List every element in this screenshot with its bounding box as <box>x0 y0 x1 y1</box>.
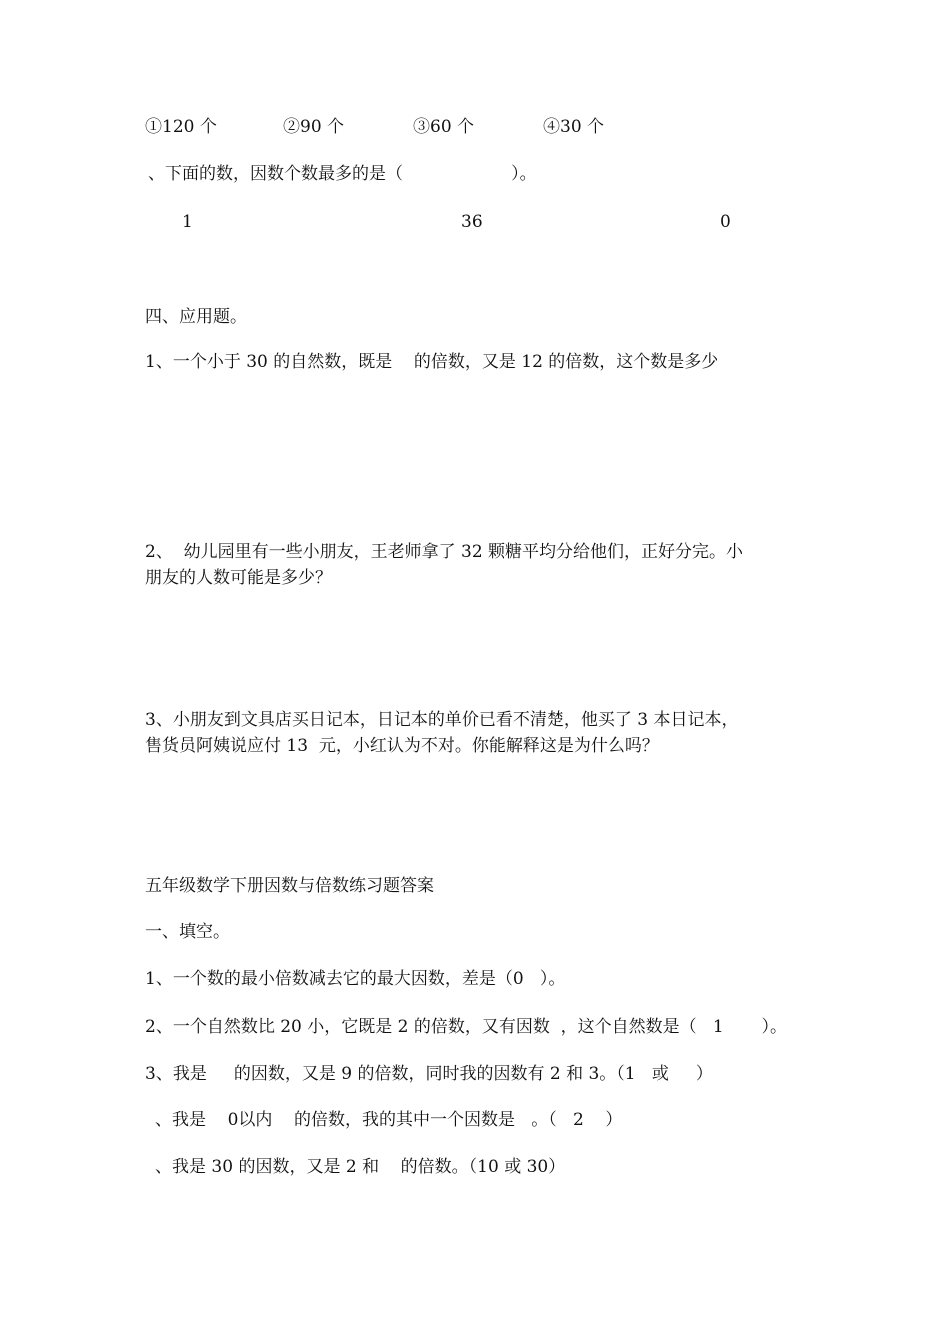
section-4-title: 四、应用题。 <box>145 307 247 327</box>
option-1: ①120 个 <box>145 117 217 137</box>
option-3: ③60 个 <box>413 117 475 137</box>
answer-2: 2、一个自然数比 20 小，它既是 2 的倍数，又有因数 ，这个自然数是（ 1 ）。 <box>145 1017 788 1037</box>
answer-4: 、我是 0以内 的倍数，我的其中一个因数是 。（ 2 ） <box>155 1110 623 1130</box>
answers-title: 五年级数学下册因数与倍数练习题答案 <box>145 876 434 896</box>
answers-section-1: 一、填空。 <box>145 922 230 942</box>
choice-3: 0 <box>720 212 731 232</box>
option-4: ④30 个 <box>543 117 605 137</box>
option-2: ②90 个 <box>283 117 345 137</box>
application-q3-line1: 3、小朋友到文具店买日记本，日记本的单价已看不清楚，他买了 3 本日记本， <box>145 710 739 730</box>
application-q2-line1: 2、 幼儿园里有一些小朋友，王老师拿了 32 颗糖平均分给他们，正好分完。小 <box>145 542 744 562</box>
question-most-factors: 、下面的数，因数个数最多的是（ ）。 <box>148 164 537 184</box>
answer-1: 1、一个数的最小倍数减去它的最大因数，差是（0 ）。 <box>145 969 566 989</box>
choice-2: 36 <box>461 212 483 232</box>
choice-1: 1 <box>182 212 193 232</box>
answer-5: 、我是 30 的因数，又是 2 和 的倍数。（10 或 30） <box>155 1157 566 1177</box>
application-q3-line2: 售货员阿姨说应付 13 元，小红认为不对。你能解释这是为什么吗？ <box>145 736 659 756</box>
application-q2-line2: 朋友的人数可能是多少？ <box>145 568 332 588</box>
answer-3: 3、我是 的因数，又是 9 的倍数，同时我的因数有 2 和 3。（1 或 ） <box>145 1064 713 1084</box>
application-q1: 1、一个小于 30 的自然数，既是 的倍数，又是 12 的倍数，这个数是多少 <box>145 352 719 372</box>
